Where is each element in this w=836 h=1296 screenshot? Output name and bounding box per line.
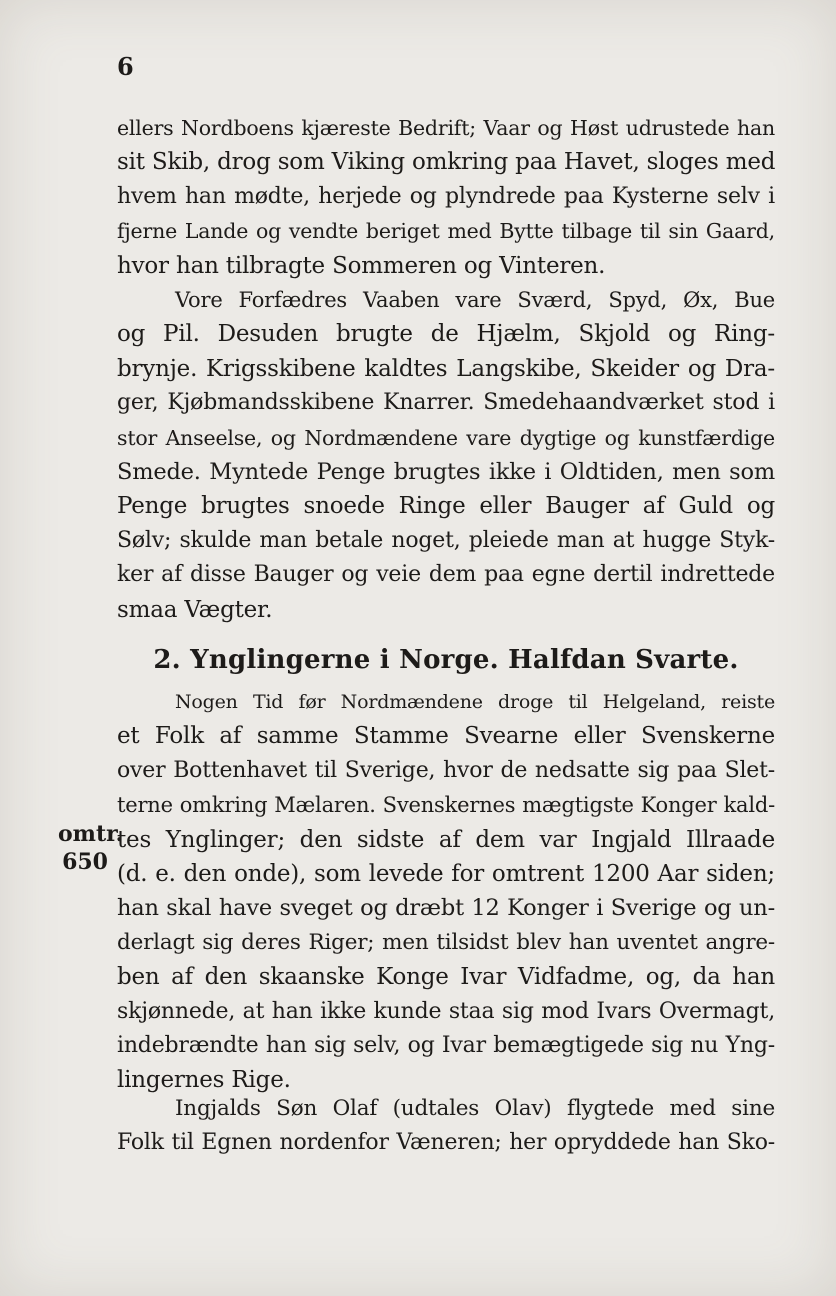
text-line: ker af disse Bauger og veie dem paa egne dertil indrettede [117,562,775,588]
section-heading: 2. Ynglingerne i Norge. Halfdan Svarte. [153,645,739,675]
text-line: hvor han tilbragte Sommeren og Vinteren. [117,252,606,279]
text-line: stor Anseelse, og Nordmændene vare dygtige og kunstfærdige [117,425,775,450]
text-line: og Pil. Desuden brugte de Hjælm, Skjold og Ring- [117,321,775,348]
text-line: smaa Vægter. [117,596,273,623]
text-line: Folk til Egnen nordenfor Væneren; her opryddede han Sko- [117,1130,775,1156]
text-line: et Folk af samme Stamme Svearne eller Svenskerne [117,723,775,750]
page-number: 6 [117,52,134,81]
paragraph-2 [117,283,775,627]
text-line: sit Skib, drog som Viking omkring paa Havet, sloges med [117,149,776,176]
text-line: fjerne Lande og vendte beriget med Bytte tilbage til sin Gaard, [117,219,775,244]
text-line: tes Ynglinger; den sidste af dem var Ingjald Illraade [117,826,775,853]
text-line: terne omkring Mælaren. Svenskernes mægtigste Konger kald- [117,793,775,818]
text-line: han skal have sveget og dræbt 12 Konger i Sverige og un- [117,895,775,922]
text-line: indebrændte han sig selv, og Ivar bemægtigede sig nu Yng- [117,1032,775,1058]
paragraph-4 [117,1092,775,1161]
text-line: Penge brugtes snoede Ringe eller Bauger af Guld og [117,493,775,520]
text-line: Smede. Myntede Penge brugtes ikke i Oldtiden, men som [117,458,775,485]
text-line: Ingjalds Søn Olaf (udtales Olav) flygtede med sine [175,1096,775,1121]
text-line: skjønnede, at han ikke kunde staa sig mod Ivars Overmagt, [117,998,775,1024]
text-line: hvem han mødte, herjede og plyndrede paa Kysterne selv i [117,183,775,209]
text-line: over Bottenhavet til Sverige, hvor de nedsatte sig paa Slet- [117,757,775,783]
margin-note-date [58,820,124,876]
margin-note-line: 650 [62,849,108,875]
paragraph-1 [117,111,775,283]
text-line: Nogen Tid før Nordmændene droge til Helgeland, reiste [175,691,775,713]
text-line: brynje. Krigsskibene kaldtes Langskibe, Skeider og Dra- [117,355,775,382]
text-line: lingernes Rige. [117,1067,291,1094]
paragraph-3 [117,685,775,1098]
text-line: derlagt sig deres Riger; men tilsidst blev han uventet angre- [117,929,775,955]
text-line: ben af den skaanske Konge Ivar Vidfadme, og, da han [117,964,775,991]
margin-note-line: omtr. [58,821,124,847]
text-line: Sølv; skulde man betale noget, pleiede man at hugge Styk- [117,527,775,553]
text-line: ellers Nordboens kjæreste Bedrift; Vaar og Høst udrustede han [117,116,775,140]
text-line: Vore Forfædres Vaaben vare Sværd, Spyd, Øx, Bue [175,288,775,312]
text-line: (d. e. den onde), som levede for omtrent 1200 Aar siden; [117,860,775,887]
text-line: ger, Kjøbmandsskibene Knarrer. Smedehaandværket stod i [117,390,775,416]
